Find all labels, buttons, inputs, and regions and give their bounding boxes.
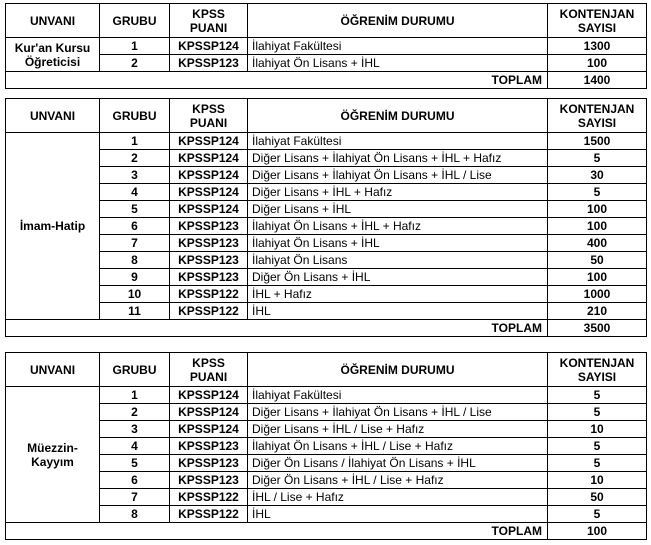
ogrenim-cell: İHL / Lise + Hafız xyxy=(248,489,548,506)
unvan-cell xyxy=(6,38,100,72)
header-row xyxy=(6,4,647,38)
header-kontenjan-sayisi xyxy=(548,99,647,133)
ogrenim-cell: İHL xyxy=(248,303,548,320)
kpss-cell: KPSSP124 xyxy=(170,404,248,421)
header-unvani: UNVANI xyxy=(6,99,100,133)
kpss-cell: KPSSP124 xyxy=(170,133,248,150)
grup-cell: 4 xyxy=(100,438,170,455)
kpss-cell: KPSSP124 xyxy=(170,201,248,218)
total-value: 100 xyxy=(548,523,647,540)
kpss-cell: KPSSP123 xyxy=(170,55,248,72)
unvan-line1: Müezzin- xyxy=(27,440,78,455)
kontenjan-cell: 100 xyxy=(548,55,647,72)
header-kontenjan-line1: KONTENJAN xyxy=(559,355,635,370)
header-unvani: UNVANI xyxy=(6,353,100,387)
ogrenim-cell: İlahiyat Fakültesi xyxy=(248,133,548,150)
grup-cell: 8 xyxy=(100,506,170,523)
grup-cell: 6 xyxy=(100,472,170,489)
kpss-cell: KPSSP123 xyxy=(170,218,248,235)
ogrenim-cell: Diğer Lisans + İlahiyat Ön Lisans + İHL / Lise xyxy=(248,404,548,421)
grup-cell: 4 xyxy=(100,184,170,201)
grup-cell: 9 xyxy=(100,269,170,286)
table-row xyxy=(6,184,647,201)
header-kontenjan-line2: SAYISI xyxy=(577,20,617,35)
grup-cell: 1 xyxy=(100,38,170,55)
header-kpss-line2: PUANI xyxy=(189,115,228,130)
ogrenim-cell: İlahiyat Ön Lisans + İHL / Lise + Hafız xyxy=(248,438,548,455)
ogrenim-cell: Diğer Ön Lisans / İlahiyat Ön Lisans + İHL xyxy=(248,455,548,472)
kontenjan-cell: 1000 xyxy=(548,286,647,303)
ogrenim-cell: İHL + Hafız xyxy=(248,286,548,303)
unvan-cell xyxy=(6,387,100,523)
unvan-line1: Kur'an Kursu xyxy=(14,40,91,55)
header-grubu: GRUBU xyxy=(100,353,170,387)
header-kpss-line1: KPSS xyxy=(192,355,225,370)
kpss-cell: KPSSP124 xyxy=(170,38,248,55)
total-label: TOPLAM xyxy=(6,320,548,337)
header-kontenjan-sayisi xyxy=(548,4,647,38)
kpss-cell: KPSSP124 xyxy=(170,150,248,167)
header-row xyxy=(6,353,647,387)
ogrenim-cell: İlahiyat Ön Lisans + İHL xyxy=(248,235,548,252)
table-row xyxy=(6,133,647,150)
header-kontenjan-sayisi xyxy=(548,353,647,387)
ogrenim-cell: Diğer Lisans + İHL + Hafız xyxy=(248,184,548,201)
ogrenim-cell: Diğer Lisans + İHL / Lise + Hafız xyxy=(248,421,548,438)
grup-cell: 3 xyxy=(100,421,170,438)
kpss-cell: KPSSP122 xyxy=(170,506,248,523)
table-row xyxy=(6,252,647,269)
grup-cell: 2 xyxy=(100,150,170,167)
header-grubu: GRUBU xyxy=(100,4,170,38)
kpss-cell: KPSSP123 xyxy=(170,235,248,252)
kontenjan-cell: 50 xyxy=(548,252,647,269)
grup-cell: 8 xyxy=(100,252,170,269)
kontenjan-cell: 5 xyxy=(548,506,647,523)
total-label: TOPLAM xyxy=(6,523,548,540)
table-row xyxy=(6,269,647,286)
kontenjan-cell: 100 xyxy=(548,201,647,218)
header-ogrenim-durumu: ÖĞRENİM DURUMU xyxy=(248,353,548,387)
ogrenim-cell: İHL xyxy=(248,506,548,523)
kpss-cell: KPSSP124 xyxy=(170,184,248,201)
kontenjan-cell: 10 xyxy=(548,472,647,489)
grup-cell: 6 xyxy=(100,218,170,235)
grup-cell: 5 xyxy=(100,455,170,472)
total-row xyxy=(6,320,647,337)
grup-cell: 1 xyxy=(100,133,170,150)
kpss-cell: KPSSP123 xyxy=(170,269,248,286)
kontenjan-cell: 5 xyxy=(548,438,647,455)
header-kontenjan-line2: SAYISI xyxy=(577,369,617,384)
kpss-cell: KPSSP122 xyxy=(170,489,248,506)
kpss-cell: KPSSP123 xyxy=(170,472,248,489)
total-row xyxy=(6,523,647,540)
kpss-cell: KPSSP123 xyxy=(170,438,248,455)
total-value: 3500 xyxy=(548,320,647,337)
header-kontenjan-line2: SAYISI xyxy=(577,115,617,130)
kontenjan-cell: 5 xyxy=(548,184,647,201)
kontenjan-cell: 5 xyxy=(548,455,647,472)
grup-cell: 2 xyxy=(100,55,170,72)
ogrenim-cell: İlahiyat Ön Lisans xyxy=(248,252,548,269)
total-row xyxy=(6,72,647,89)
table-row xyxy=(6,167,647,184)
header-ogrenim-durumu: ÖĞRENİM DURUMU xyxy=(248,99,548,133)
header-kpss-puani xyxy=(170,4,248,38)
header-kpss-puani xyxy=(170,99,248,133)
total-value: 1400 xyxy=(548,72,647,89)
table-row xyxy=(6,303,647,320)
unvan-line2: Öğreticisi xyxy=(24,54,81,69)
grup-cell: 1 xyxy=(100,387,170,404)
table-row xyxy=(6,201,647,218)
unvan-line2: Kayyım xyxy=(31,454,74,469)
quota-table-kuran-kursu xyxy=(5,3,647,89)
ogrenim-cell: İlahiyat Ön Lisans + İHL xyxy=(248,55,548,72)
grup-cell: 2 xyxy=(100,404,170,421)
kontenjan-cell: 1300 xyxy=(548,38,647,55)
kontenjan-cell: 100 xyxy=(548,269,647,286)
header-unvani: UNVANI xyxy=(6,4,100,38)
grup-cell: 11 xyxy=(100,303,170,320)
kpss-cell: KPSSP124 xyxy=(170,387,248,404)
kontenjan-cell: 5 xyxy=(548,404,647,421)
table-row xyxy=(6,218,647,235)
kontenjan-cell: 400 xyxy=(548,235,647,252)
kontenjan-cell: 100 xyxy=(548,218,647,235)
kontenjan-cell: 5 xyxy=(548,387,647,404)
ogrenim-cell: Diğer Lisans + İlahiyat Ön Lisans + İHL / Lise xyxy=(248,167,548,184)
quota-table-imam-hatip xyxy=(5,98,647,337)
kpss-cell: KPSSP122 xyxy=(170,303,248,320)
table-row xyxy=(6,438,647,455)
kpss-cell: KPSSP123 xyxy=(170,455,248,472)
header-kpss-line1: KPSS xyxy=(192,6,225,21)
unvan-line1: İmam-Hatip xyxy=(19,219,86,233)
table-row xyxy=(6,489,647,506)
kpss-cell: KPSSP124 xyxy=(170,167,248,184)
ogrenim-cell: Diğer Lisans + İHL xyxy=(248,201,548,218)
table-row xyxy=(6,150,647,167)
header-grubu: GRUBU xyxy=(100,99,170,133)
grup-cell: 3 xyxy=(100,167,170,184)
kontenjan-cell: 30 xyxy=(548,167,647,184)
kpss-cell: KPSSP122 xyxy=(170,286,248,303)
header-kpss-line2: PUANI xyxy=(189,369,228,384)
table-row xyxy=(6,387,647,404)
header-kontenjan-line1: KONTENJAN xyxy=(559,101,635,116)
kontenjan-cell: 10 xyxy=(548,421,647,438)
grup-cell: 7 xyxy=(100,489,170,506)
table-row xyxy=(6,235,647,252)
ogrenim-cell: Diğer Ön Lisans + İHL / Lise + Hafız xyxy=(248,472,548,489)
header-row xyxy=(6,99,647,133)
header-kpss-line1: KPSS xyxy=(192,101,225,116)
ogrenim-cell: Diğer Ön Lisans + İHL xyxy=(248,269,548,286)
ogrenim-cell: İlahiyat Fakültesi xyxy=(248,387,548,404)
ogrenim-cell: İlahiyat Fakültesi xyxy=(248,38,548,55)
kontenjan-cell: 50 xyxy=(548,489,647,506)
header-ogrenim-durumu: ÖĞRENİM DURUMU xyxy=(248,4,548,38)
header-kpss-line2: PUANI xyxy=(189,20,228,35)
kpss-cell: KPSSP124 xyxy=(170,421,248,438)
header-kontenjan-line1: KONTENJAN xyxy=(559,6,635,21)
grup-cell: 7 xyxy=(100,235,170,252)
table-row xyxy=(6,472,647,489)
kontenjan-cell: 5 xyxy=(548,150,647,167)
table-row xyxy=(6,421,647,438)
header-kpss-puani xyxy=(170,353,248,387)
ogrenim-cell: İlahiyat Ön Lisans + İHL + Hafız xyxy=(248,218,548,235)
table-row xyxy=(6,55,647,72)
total-label: TOPLAM xyxy=(6,72,548,89)
table-row xyxy=(6,404,647,421)
kontenjan-cell: 210 xyxy=(548,303,647,320)
grup-cell: 10 xyxy=(100,286,170,303)
quota-table-muezzin-kayyim xyxy=(5,352,647,540)
table-row xyxy=(6,38,647,55)
kpss-cell: KPSSP123 xyxy=(170,252,248,269)
table-row xyxy=(6,506,647,523)
table-row xyxy=(6,455,647,472)
kontenjan-cell: 1500 xyxy=(548,133,647,150)
unvan-cell xyxy=(6,133,100,320)
ogrenim-cell: Diğer Lisans + İlahiyat Ön Lisans + İHL + Hafız xyxy=(248,150,548,167)
table-row xyxy=(6,286,647,303)
grup-cell: 5 xyxy=(100,201,170,218)
